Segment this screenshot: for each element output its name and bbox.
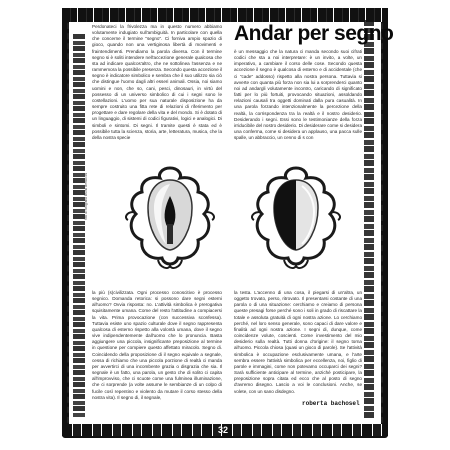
article-column-top-right [234,49,362,141]
photo-credit: foto di fotografia Bruno Bertaccini [84,172,88,220]
article-title: Andar per segno [234,22,394,45]
grunge-border-top [62,8,388,22]
grunge-border-right [364,20,374,420]
grunge-border-left [73,34,85,417]
ornate-mirror-image [244,162,348,272]
body-text: Perdonateci la frivolezza ma in questo numero abbiamo volutamente indugiato sull'ambiguità. In particolare con quella che concerne il termine "segno". Ci forniva ampio spazio di gioco, quando non una vertiginosa libertà di movimenti e fraintendimenti. Prendiamo la parola diversa. Con il termine segno si è soliti intendere nell'accezione generale qualcosa che sta ad indicare qualcos'altro, che ne sottolinea l'assenza e ne rammemora la possibile presenza. Secondo questa accezione il segno è indicatore simbolico e sembra che il suo utilizzo sia ciò che distingue l'uomo dagli altri esseri animali. Ossia, noi siamo uomini e non, che so, cani, pesci, dinosauri, in virtù del possesso di un universo simbolico di cui i segni sono le costellazioni. L'uomo per sua naturale disposizione ha da sempre costruito una fitta rete di relazioni di riferimento per progettare e dare regolare della vita e del mondo. Si è dotato di un linguaggio, di sistemi di codici figurativi, logici e analogici. Di simboli e sintomi. Di segni. Il tramite questi è stata ed è possibile tutta la scienza, storia, arte, letteratura, musica, che la della nostra specie [92,24,222,140]
article-column-bottom-left [92,290,222,401]
author-signature: roberta bachosel [302,400,360,407]
body-text: la testa. L'accenno di una cosa, il piegarsi di un'altra, un oggetto trovato, perso, ritrovato. Il presentarsi costante di una parola o di una situazione: cerchiamo e creiamo di persona queste presagi forse perché sono i soli in grado di riscattare la totale e assoluta gratuità di ogni nostra azione. Lo cerchiamo perché, nel loro senso generale, sono capaci di dare valore e finalità ad ogni nostra azione. I segni di, dunque, come coincidenze volute, coscienti. Come investimento del mio desiderio sulla realtà. Tutti donna d'origine: il segno torna all'uomo. Piccola chiosa (quasi un gioco di parole). Se l'attività simbolica è occupazione esclusivamente umana, e l'arte sembra essere l'attività simbolica per eccellenza, noi, figlio di parole e immagini, come non potevamo occuparci dei segni? Sarà sufficiente anticipare al termine, anziché posticipare, la preposizione sopra citata ed ecco che al posto di segno d'avremo disegno. Lascio a voi le conclusioni. Anche, se volete, con un sano disdegno. [234,290,362,394]
ornate-mirror-candle-image [118,162,222,272]
body-text: la più (s)civilizzata. Ogni processo conoscitivo è processo segnico. Domanda retorica: si possono dare segni esterni all'uomo? Ovvia risposta: no. L'attività simbolica è prerogativa squisitamente umana. Come del resto l'attitudine a compiacersi la vita. Prima provocazione (con successiva sconfessa). Tuttavia esiste uno spazio culturale dove il segno rappresenta qualcosa di esterno rispetto alla volontà umana, dove il segno vive indipendentemente dall'uomo che lo pronuncia. Basta aggiungere una piccola, insignificante preposizione al termine in questione per compiere questo affettato miracolo. Segno di. Coincidendo della proposizione di il segno equivale a segnale, cessa di richiamo che una piccola porzione di realtà ci manda per avvertirci di una incombente grazia o disgrazia che sia. Il segnale è un fatto, una parola, un gesto che di solito ci capita all'improvviso, che ci scuote come una fulminea illuminazione, che ci sorprende (a volte assume le sembianze di un colpo di fucile così repentino e violento da mutare il corso stesso della nostra vita). Il segno di, il segnale, [92,290,222,400]
body-text: è un messaggio che la natura ci manda secondo suoi cifrati codici che sta a noi interpretare: è un invito, a volte, un imperativo, a cambiare il corso delle cose. Secondo questa accezione il segno è qualcosa di esterno e di accidentale (che ci "cade" addosso) rispetto alla nostra persona. Tuttavia si avverte con quanta più forza non sia lui a sorprenderci quanto noi ad andargli volutamente incontro, caricando di significato fatti per lo più fortuiti, provocando situazioni, assoldando relazioni causali tra oggetti dominati dalla pura casualità. In una parola forzando intenzionalmente la percezione della realtà, la corrispondenza tra la realtà e il nostro desiderio. Desiderando i segni. Essi sono le testimonianze della forza irriducibile del nostro desiderio. Di desiderare come si desidera una conferma, come si desidera un applauso, una pacca sulle spalle, un abbraccio, un cenno di s con [234,49,362,141]
article-column-bottom-right [234,290,362,395]
article-column-top-left [92,24,222,141]
page-number: 32 [218,425,229,435]
